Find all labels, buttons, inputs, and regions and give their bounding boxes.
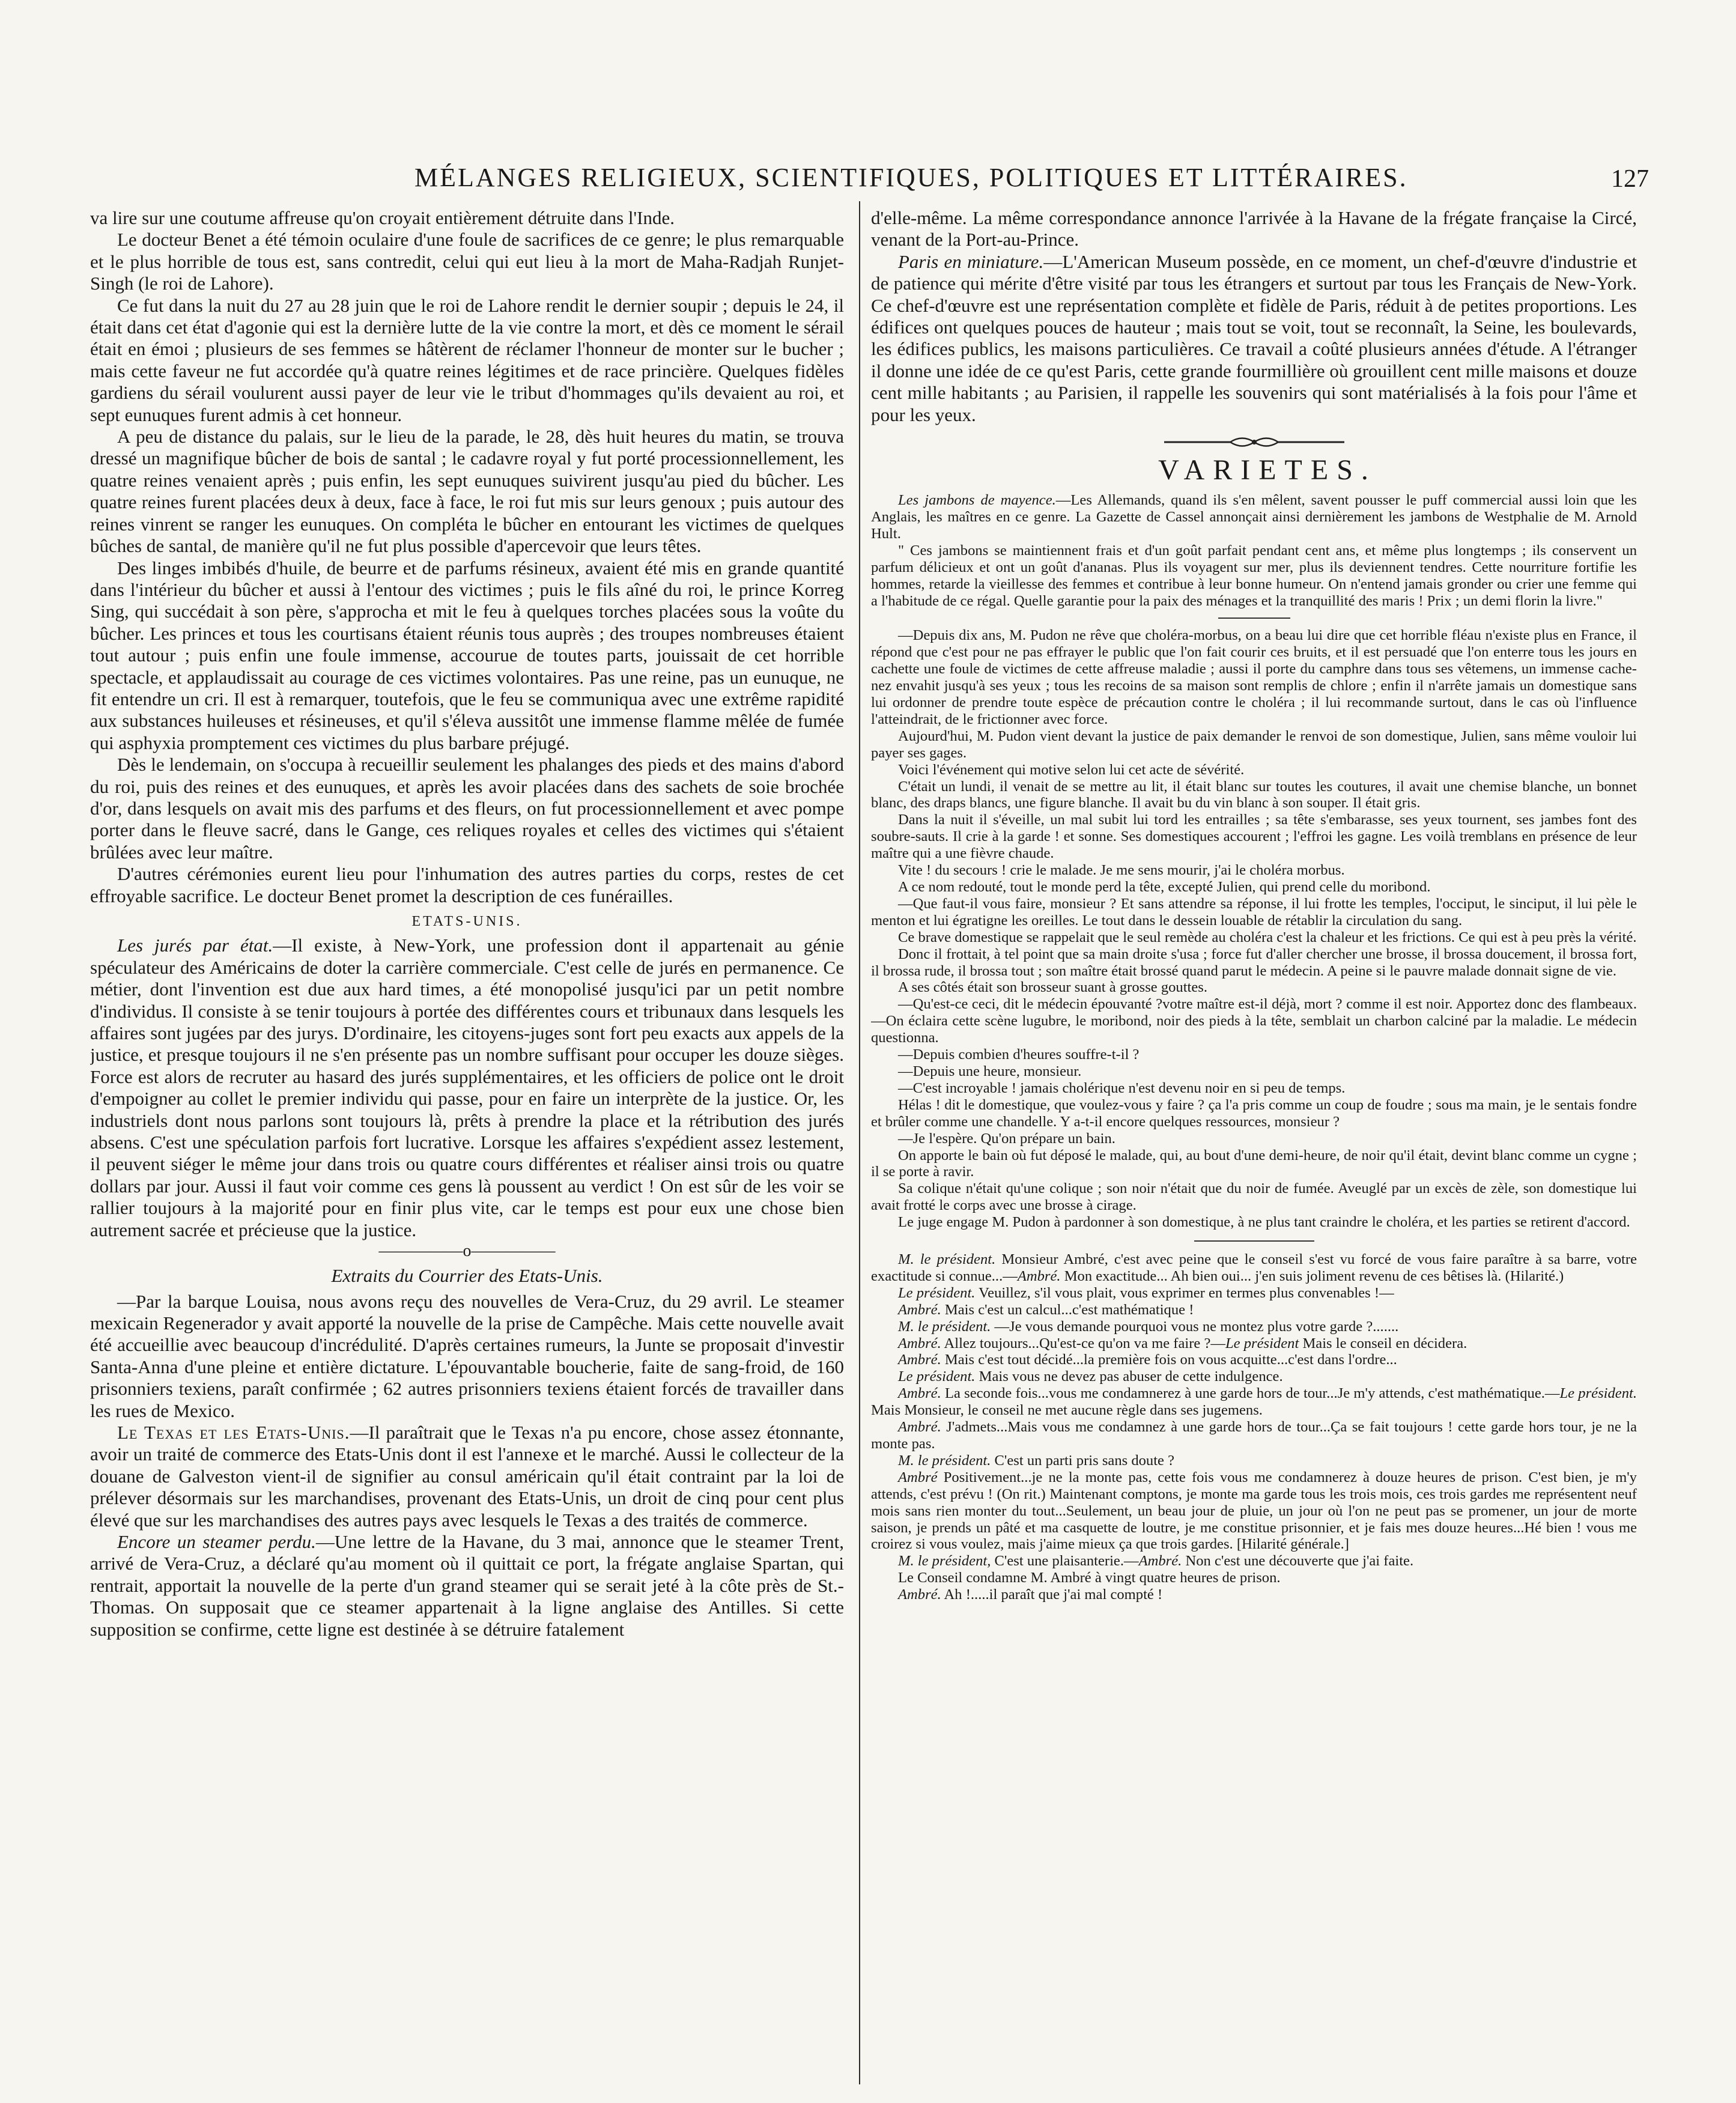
article-body: —Il existe, à New-York, une profession dont il appartenait au génie spéculateur des Américains de doter la carrière commerciale. C'est celle de jurés en permanence. Ce métier, dont l'invention est due aux hard times, a été monopolisé jusqu'ici par un petit nombre d'individus. Il consiste à se tenir toujours à portée des différentes cours et tribunaux dans lesquels les affaires sont jugées par des jurys. D'ordinaire, les citoyens-juges sont fort peu exacts aux appels de la justice, et presque toujours il ne s'en présente pas un nombre suffisant pour occuper les douze sièges. Force est alors de recruter au hasard des jurés supplémentaires, et les officiers de police ont le droit d'empoigner au collet le premier individu qui passe, pour en faire un interprète de la justice. Or, les industriels dont nous parlons sont toujours là, prêts à prendre la place et la rétribution des jurés absens. C'est une spéculation parfois fort lucrative. Lorsque les affaires s'expédient assez lestement, il peuvent siéger le même jour dans trois ou quatre cours différentes et réaliser ainsi trois ou quatre dollars par jour. Aussi il faut voir comme ces gens là poussent au verdict ! On est sûr de les voir se rallier toujours à la majorité pour en finir plus vite, car le temps est pour eux une chose bien autrement sacrée et précieuse que la justice. <box>90 935 844 1240</box>
paragraph: Hélas ! dit le domestique, que voulez-vous y faire ? ça l'a pris comme un coup de foudre ; sous ma main, je le sentais fondre et brûler comme une chandelle. Y a-t-il encore quelques ressources, monsieur ? <box>871 1096 1637 1130</box>
paragraph: Le docteur Benet a été témoin oculaire d'une foule de sacrifices de ce genre; le plus remarquable et le plus horrible de tous est, sans contredit, celui qui eut lieu à la mort de Maha-Radjah Runjet-Singh (le roi de Lahore). <box>90 229 844 294</box>
ornament-divider <box>1164 434 1344 450</box>
paragraph: Le juge engage M. Pudon à pardonner à son domestique, à ne plus tant craindre le choléra, et les parties se retirent d'accord. <box>898 1214 1630 1231</box>
speech: La seconde fois...vous me condamnerez à une garde hors de tour...Je m'y attends, c'est mathématique.— <box>944 1385 1560 1402</box>
section-heading-varietes: VARIETES. <box>1158 454 1377 487</box>
paragraph: —Depuis dix ans, M. Pudon ne rêve que choléra-morbus, on a beau lui dire que cet horrible fléau n'existe plus en France, il répond que c'est pour ne pas effrayer le public que l'on fait courir ces bruits, et il est persuadé que l'on enterre tous les jours en cachette une foule de victimes de cette affreuse maladie ; aussi il porte du camphre dans tous ses vêtemens, un immense cache-nez envahit jusqu'à ses yeux ; tous les recoins de sa maison sont remplis de chlore ; enfin il n'arrête jamais un domestique sans lui ordonner de prendre toute espèce de précaution contre le choléra ; il lui recommande surtout, dans le cas où l'influence l'atteindrait, de le frictionner avec force. <box>871 627 1637 727</box>
paragraph: Vite ! du secours ! crie le malade. Je me sens mourir, j'ai le choléra morbus. <box>898 862 1345 879</box>
paragraph: d'elle-même. La même correspondance annonce l'arrivée à la Havane de la frégate française la Circé, venant de la Port-au-Prince. <box>871 207 1637 250</box>
article-lead: Le Texas et les Etats-Unis. <box>117 1421 350 1443</box>
paragraph: D'autres cérémonies eurent lieu pour l'inhumation des autres parties du corps, restes de cet effroyable sacrifice. Le docteur Benet promet la description de ces funérailles. <box>90 863 844 906</box>
paragraph-paris <box>871 251 1637 426</box>
paragraph: —Depuis une heure, monsieur. <box>898 1063 1082 1079</box>
dialogue-line <box>871 1553 1637 1570</box>
speech: Mon exactitude... Ah bien oui... j'en suis joliment revenu de ces bêtises là. (Hilarité.) <box>1064 1267 1564 1284</box>
paragraph: —Je l'espère. Qu'on prépare un bain. <box>898 1130 1115 1147</box>
speaker: Ambré. <box>898 1335 941 1352</box>
paragraph: A ses côtés était son brosseur suant à grosse gouttes. <box>898 979 1208 996</box>
speech: Positivement...je ne la monte pas, cette fois vous me condamnerez à douze heures de prison. C'est bien, je m'y attends, c'est prévu ! (On rit.) Maintenant comptons, je monte ma garde tous les trois mois, ces trois gardes me représentent neuf mois sans rien monter du tout...Seulement, un beau jour de pluie, un jour où l'on ne peut pas se promener, un jour de morte saison, je prends un pâté et ma casquette de loutre, je me constitue prisonnier, et je fais mes douze heures...Hé bien ! vous me croirez si vous voulez, mais j'aime mieux ça que trois gardes. [Hilarité générale.] <box>871 1469 1637 1553</box>
article-body: —Les Allemands, quand ils s'en mêlent, savent pousser le puff commercial aussi loin que les Anglais, les maîtres en ce genre. La Gazette de Cassel annonçait ainsi dernièrement les jambons de Westphalie de M. Arnold Hult. <box>871 492 1637 542</box>
dialogue-line <box>871 1251 1637 1285</box>
speaker: M. le président, <box>898 1553 991 1570</box>
section-heading-etats-unis: ETATS-UNIS. <box>411 914 523 929</box>
paragraph: Donc il frottait, à tel point que sa main droite s'usa ; force fut d'aller chercher une brosse, il brossa doucement, il brossa fort, il brossa rude, il brossa tout ; son maître était brossé quand parut le médecin. A peine si le pauvre malade donnait signe de vie. <box>871 945 1637 979</box>
speech: Mais c'est un calcul...c'est mathématique ! <box>944 1301 1194 1318</box>
dialogue-line <box>871 1419 1637 1452</box>
speech: Non c'est une découverte que j'ai faite. <box>1185 1553 1414 1570</box>
paragraph-jures <box>90 935 844 1241</box>
paragraph: C'était un lundi, il venait de se mettre au lit, il était blanc sur toutes les coutures, il avait une chemise blanche, un bonnet blanc, des draps blancs, une figure blanche. Il avait bu du vin blanc à son souper. Il était gris. <box>871 778 1637 812</box>
speech: J'admets...Mais vous me condamnez à une garde hors de tour...Ça se fait toujours ! cette garde hors tour, je ne la monte pas. <box>871 1419 1637 1452</box>
paragraph: —Qu'est-ce ceci, dit le médecin épouvanté ?votre maître est-il déjà, mort ? comme il est noir. Apportez donc des flambeaux.—On éclaira cette scène lugubre, le moribond, noir des pieds à la tête, semblait un charbon calciné par la maladie. Le médecin questionna. <box>871 996 1637 1046</box>
paragraph: A ce nom redouté, tout le monde perd la tête, excepté Julien, qui prend celle du moribond. <box>898 879 1431 895</box>
article-separator <box>1194 1240 1314 1242</box>
right-column <box>871 207 1637 2093</box>
speech: Mais Monsieur, le conseil ne met aucune règle dans ses jugemens. <box>871 1402 1263 1419</box>
dialogue-line <box>871 1302 1637 1319</box>
paragraph: Sa colique n'était qu'une colique ; son noir n'était que du noir de fumée. Aveuglé par un excès de zèle, son domestique lui avait frotté le corps avec une brosse à cirage. <box>871 1180 1637 1214</box>
paragraph: va lire sur une coutume affreuse qu'on croyait entièrement détruite dans l'Inde. <box>90 207 675 228</box>
paragraph: —Par la barque Louisa, nous avons reçu des nouvelles de Vera-Cruz, du 29 avril. Le steamer mexicain Regenerador y avait apporté la nouvelle de la prise de Campêche. Mais cette nouvelle avait été accueillie avec beaucoup d'incrédulité. D'après certaines rumeurs, la Junte se proposait d'investir Santa-Anna d'une pleine et entière dictature. L'épouvantable boucherie, faite de sang-froid, de 160 prisonniers texiens, paraît confirmée ; 62 autres prisonniers texiens étaient forcés de travailler dans les rues de Mexico. <box>90 1290 844 1421</box>
speaker: Ambré. <box>898 1419 941 1436</box>
speaker: M. le président. <box>898 1452 991 1469</box>
paragraph: Ce fut dans la nuit du 27 au 28 juin que le roi de Lahore rendit le dernier soupir ; depuis le 24, il était dans cet état d'agonie qui est la dernière lutte de la vie contre la mort, et dès ce moment le sérail était en émoi ; plusieurs de ses femmes se hâtèrent de réclamer l'honneur de monter sur le bucher ; mais cette faveur ne fut accordée qu'à quatre reines légitimes et de race princière. Quelques fidèles gardiens du sérail voulurent aussi payer de leur vie le tribut d'hommages qu'ils devaient au roi, et sept eunuques furent admis à cet honneur. <box>90 294 844 425</box>
left-column <box>90 207 844 2093</box>
speech: Mais c'est tout décidé...la première fois on vous acquitte...c'est dans l'ordre... <box>944 1352 1397 1368</box>
page-number: 127 <box>1611 165 1649 193</box>
speaker: Ambré <box>898 1469 938 1485</box>
page-header <box>0 162 1736 198</box>
speaker: Le président. <box>1559 1385 1637 1402</box>
section-heading-extraits: Extraits du Courrier des Etats-Unis. <box>331 1265 603 1287</box>
speaker: M. le président. <box>898 1318 991 1335</box>
paragraph-jambons <box>871 492 1637 542</box>
paragraph: Ce brave domestique se rappelait que le seul remède au choléra c'est la chaleur et les frictions. Ce qui est à peu près la vérité. <box>898 929 1637 945</box>
paragraph-texas <box>90 1422 844 1531</box>
article-lead: Les jurés par état. <box>117 935 273 956</box>
speaker: Ambré. <box>1017 1267 1061 1284</box>
speech: Monsieur Ambré, c'est avec peine que le conseil s'est vu forcé de vous faire paraître à sa barre, votre exactitude si connue...— <box>871 1251 1637 1284</box>
speaker: M. le président. <box>898 1251 996 1268</box>
dialogue-line <box>871 1352 1637 1368</box>
paragraph: Dès le lendemain, on s'occupa à recueillir seulement les phalanges des pieds et des mains d'abord du roi, puis des reines et des eunuques, et après les avoir placées dans des sachets de soie brochée d'or, dans lesquels on avait mis des parfums et des fleurs, on fut processionnellement et avec pompe porter dans le fleuve sacré, dans le Gange, ces reliques royales et celles des victimes qui s'étaient brûlées avec leur maître. <box>90 754 844 863</box>
speech: Allez toujours...Qu'est-ce qu'on va me faire ?— <box>944 1335 1225 1352</box>
paragraph: —Que faut-il vous faire, monsieur ? Et sans attendre sa réponse, il lui frotte les temples, l'occiput, le sinciput, il lui pèle le menton et lui égratigne les oreilles. Le tout dans le dessein louable de rétablir la circulation du sang. <box>871 895 1637 929</box>
dialogue-line <box>871 1586 1637 1603</box>
paragraph: Le Conseil condamne M. Ambré à vingt quatre heures de prison. <box>898 1570 1281 1586</box>
section-divider: —————o————— <box>378 1242 556 1261</box>
article-body: —Une lettre de la Havane, du 3 mai, annonce que le steamer Trent, arrivé de Vera-Cruz, a déclaré qu'au moment où il quittait ce port, la frégate anglaise Spartan, qui rentrait, apportait la nouvelle de la perte d'un grand steamer qui se serait jeté à la côte près de St.-Thomas. On supposait que ce steamer appartenait à la ligne anglaise des Antilles. Si cette supposition se confirme, cette ligne est destinée à se détruire fatalement <box>90 1531 844 1640</box>
speech: Mais le conseil en décidera. <box>1302 1335 1467 1352</box>
speech: Ah !.....il paraît que j'ai mal compté ! <box>944 1586 1163 1603</box>
paragraph: " Ces jambons se maintiennent frais et d'un goût parfait pendant cent ans, et même plus longtemps ; ils conservent un parfum délicieux et ont un goût d'ananas. Plus ils voyagent sur mer, plus ils deviennent tendres. Cette nourriture fortifie les hommes, retarde la vieillesse des femmes et contribue à leur bonne humeur. On n'entend jamais gronder ou crier une femme qui a l'habitude de ce régal. Quelle garantie pour la paix des ménages et la tranquillité des maris ! Prix ; un demi florin la livre." <box>871 542 1637 609</box>
speech: Veuillez, s'il vous plait, vous exprimer en termes plus convenables !— <box>979 1284 1394 1301</box>
article-lead: Encore un steamer perdu. <box>117 1531 316 1552</box>
dialogue-line <box>871 1385 1637 1419</box>
article-lead: Paris en miniature. <box>898 250 1044 272</box>
running-title: MÉLANGES RELIGIEUX, SCIENTIFIQUES, POLITIQUES ET LITTÉRAIRES. <box>414 163 1408 192</box>
paragraph: —Depuis combien d'heures souffre-t-il ? <box>898 1046 1140 1063</box>
dialogue-line <box>871 1452 1637 1469</box>
speaker: Ambré. <box>898 1385 941 1402</box>
speech: —Je vous demande pourquoi vous ne montez plus votre garde ?....... <box>994 1318 1399 1335</box>
speaker: Ambré. <box>898 1352 941 1368</box>
speaker: Le président. <box>898 1284 976 1301</box>
article-lead: Les jambons de mayence. <box>898 492 1056 509</box>
article-body: —Il paraîtrait que le Texas n'a pu encore, chose assez étonnante, avoir un traité de commerce des Etats-Unis dont il est l'annexe et le marché. Aussi le collecteur de la douane de Galveston vient-il de signifier au consul américain qu'il était contraint par la loi de prélever désormais sur les marchandises, provenant des Etats-Unis, un droit de cinq pour cent plus élevé que sur les marchandises des autres pays avec lesquels le Texas a des traités de commerce. <box>90 1421 844 1531</box>
speech: C'est un parti pris sans doute ? <box>994 1452 1175 1469</box>
speaker: Le président. <box>898 1368 976 1385</box>
dialogue-line <box>871 1285 1637 1302</box>
column-rule <box>859 201 860 2084</box>
speaker: Ambré. <box>1138 1553 1182 1570</box>
paragraph: Aujourd'hui, M. Pudon vient devant la justice de paix demander le renvoi de son domestique, Julien, sans même vouloir lui payer ses gages. <box>871 727 1637 761</box>
article-separator <box>1218 618 1290 619</box>
paragraph: —C'est incroyable ! jamais cholérique n'est devenu noir en si peu de temps. <box>898 1079 1346 1096</box>
paragraph: Voici l'événement qui motive selon lui cet acte de sévérité. <box>898 761 1245 778</box>
paragraph: A peu de distance du palais, sur le lieu de la parade, le 28, dès huit heures du matin, se trouva dressé un magnifique bûcher de bois de santal ; le cadavre royal y fut porté processionnellement, les quatre reines venaient après ; puis enfin, les sept eunuques suivirent jusqu'au pied du bûcher. Les quatre reines furent placées deux à deux, face à face, le roi fut mis sur leurs genoux ; puis autour des reines vinrent se ranger les eunuques. On compléta le bûcher en entourant les victimes de quelques bûches de santal, de manière qu'il ne fut plus possible d'apercevoir que leurs têtes. <box>90 426 844 557</box>
speaker: Ambré. <box>898 1586 941 1603</box>
dialogue-line <box>871 1335 1637 1352</box>
paragraph: Dans la nuit il s'éveille, un mal subit lui tord les entrailles ; sa tête s'embarasse, ses yeux tournent, ses jambes font des soubre-sauts. Il crie à la garde ! et sonne. Ses domestiques accourent ; l'effroi les gagne. Les voilà tremblans en présence de leur maître qui a une fièvre chaude. <box>871 812 1637 862</box>
paragraph: Des linges imbibés d'huile, de beurre et de parfums résineux, avaient été mis en grande quantité dans l'intérieur du bûcher et aussi à l'entour des victimes ; puis le fils aîné du roi, le prince Korreg Sing, qui succédait à son père, s'approcha et mit le feu à quelques torches placées sous la voûte du bûcher. Les princes et tous les courtisans étaient réunis tous auprès ; des troupes nombreuses étaient tout autour ; puis enfin une foule immense, accourue de toutes parts, jouissait de cet horrible spectacle, et applaudissait au courage de ces victimes volontaires. Pas une reine, pas un eunuque, ne fit entendre un cri. Il est à remarquer, toutefois, que le feu se communiqua avec une extrême rapidité aux substances huileuses et résineuses, et qu'il s'éleva aussitôt une immense flamme mêlée de fumée qui asphyxia promptement ces victimes du plus barbare préjugé. <box>90 557 844 753</box>
paragraph-steamer <box>90 1531 844 1640</box>
dialogue-line <box>871 1368 1637 1385</box>
speech: C'est une plaisanterie.— <box>994 1553 1139 1570</box>
paragraph: On apporte le bain où fut déposé le malade, qui, au bout d'une demi-heure, de noir qu'il était, devint blanc comme un cygne ; il se porte à ravir. <box>871 1147 1637 1180</box>
speech: Mais vous ne devez pas abuser de cette indulgence. <box>979 1368 1283 1385</box>
dialogue-line <box>871 1469 1637 1553</box>
article-body: —L'American Museum possède, en ce moment, un chef-d'œuvre d'industrie et de patience qui mérite d'être visité par tous les étrangers et surtout par tous les Français de New-York. Ce chef-d'œuvre est une représentation complète et fidèle de Paris, réduit à de petites proportions. Les édifices ont quelques pouces de hauteur ; mais tout se voit, tout se reconnaît, la Seine, les boulevards, les édifices publics, les maisons particulières. Ce travail a coûté plusieurs années d'étude. A l'étranger il donne une idée de ce qu'est Paris, cette grande fourmillière où grouillent cent mille maisons et douze cent mille habitants ; au Parisien, il rappelle les souvenirs qui sont matérialisés à la fois pour l'âme et pour les yeux. <box>871 250 1637 425</box>
dialogue-line <box>871 1319 1637 1335</box>
speaker: Le président <box>1225 1335 1299 1352</box>
speaker: Ambré. <box>898 1301 941 1318</box>
